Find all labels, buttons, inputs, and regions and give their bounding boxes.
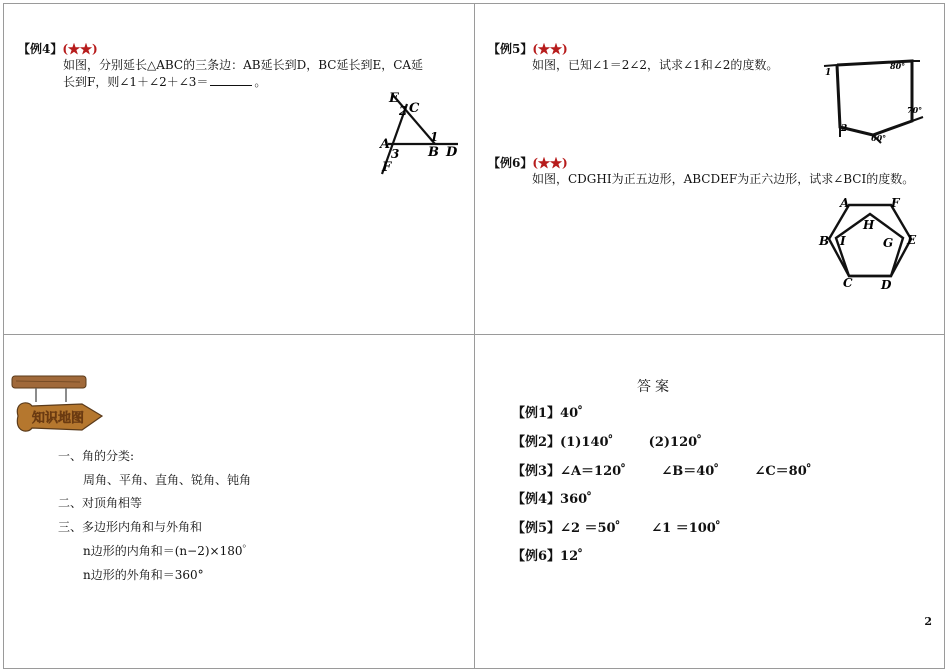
answer-row-5: 【例5】∠2 ＝50゜ ∠1 ＝100゜ [512, 521, 729, 536]
q4-stars: (★★) [62, 42, 98, 56]
q4-line1: 如图，分别延长△ABC的三条边：AB延长到D，BC延长到E，CA延 [63, 58, 424, 72]
q4-tag: 【例4】 [18, 42, 63, 56]
q5-polygon-figure [822, 55, 927, 147]
q4-label-3: 3 [391, 147, 400, 161]
answer-row-2: 【例2】(1)140゜ (2)120゜ [512, 435, 711, 450]
q4-line2-end: 。 [254, 75, 267, 89]
q5-label-2: 2 [841, 124, 848, 134]
q6-label-a: A [840, 196, 850, 210]
q6-label-i: I [840, 234, 846, 248]
q4-label-f: F [382, 160, 392, 175]
page-number: 2 [924, 615, 932, 628]
q6-label-h: H [863, 218, 875, 232]
vertical-divider [474, 3, 475, 669]
question-6 [488, 154, 943, 188]
q4-header [18, 40, 463, 57]
q6-text: 如图，CDGHI为正五边形，ABCDEF为正六边形，试求∠BCI的度数。 [532, 172, 915, 186]
q5-tag: 【例5】 [488, 42, 533, 56]
q6-label-d: D [881, 278, 892, 292]
q4-label-2: 2 [399, 104, 408, 118]
q5-label-60: 60° [871, 133, 887, 143]
sign-label: 知识地图 [31, 411, 85, 426]
q5-text: 如图，已知∠1＝2∠2，试求∠1和∠2的度数。 [532, 58, 779, 72]
q5-ext-70 [912, 117, 923, 121]
q4-answer-blank[interactable] [210, 75, 252, 86]
knowledge-item-1: 一、角的分类: [58, 449, 135, 463]
answer-row-4: 【例4】360゜ [512, 492, 601, 507]
q4-label-1: 1 [430, 130, 439, 144]
q4-label-a: A [380, 137, 391, 152]
q4-label-b: B [428, 145, 439, 160]
answer-row-6: 【例6】12゜ [512, 549, 592, 564]
knowledge-item-2: 周角、平角、直角、锐角、钝角 [83, 473, 252, 487]
q5-label-1: 1 [825, 68, 832, 78]
q5-stars: (★★) [532, 42, 568, 56]
q5-ext-1 [824, 65, 837, 66]
answers-title: 答案 [637, 379, 673, 395]
q6-header [488, 154, 943, 171]
q4-label-d: D [446, 145, 458, 160]
q6-tag: 【例6】 [488, 156, 533, 170]
q4-label-c: C [409, 101, 420, 116]
answer-row-1: 【例1】40゜ [512, 406, 592, 421]
answer-row-3: 【例3】∠A＝120゜ ∠B＝40゜ ∠C＝80゜ [512, 464, 820, 479]
knowledge-item-6: n边形的外角和＝360° [83, 568, 204, 582]
horizontal-divider [3, 334, 945, 335]
q4-label-e: E [389, 91, 399, 106]
q5-label-80: 80° [890, 61, 906, 71]
q6-hexagon-pentagon-figure [815, 192, 923, 292]
knowledge-item-3: 二、对顶角相等 [58, 496, 143, 510]
q5-label-70: 70° [907, 105, 923, 115]
q6-label-c: C [843, 276, 853, 290]
question-4 [18, 40, 463, 91]
q4-triangle-figure [372, 86, 467, 178]
q6-label-e: E [907, 233, 917, 247]
knowledge-item-4: 三、多边形内角和与外角和 [58, 520, 203, 534]
q6-label-b: B [819, 234, 830, 248]
q6-stars: (★★) [532, 156, 568, 170]
q5-polygon [837, 61, 912, 135]
knowledge-map-sign [10, 372, 120, 442]
q6-label-f: F [891, 196, 900, 210]
q4-line2-text: 长到F，则∠1＋∠2＋∠3＝ [63, 75, 209, 89]
q6-label-g: G [883, 236, 894, 250]
knowledge-item-5: n边形的内角和＝(n−2)×180゜ [83, 544, 255, 558]
